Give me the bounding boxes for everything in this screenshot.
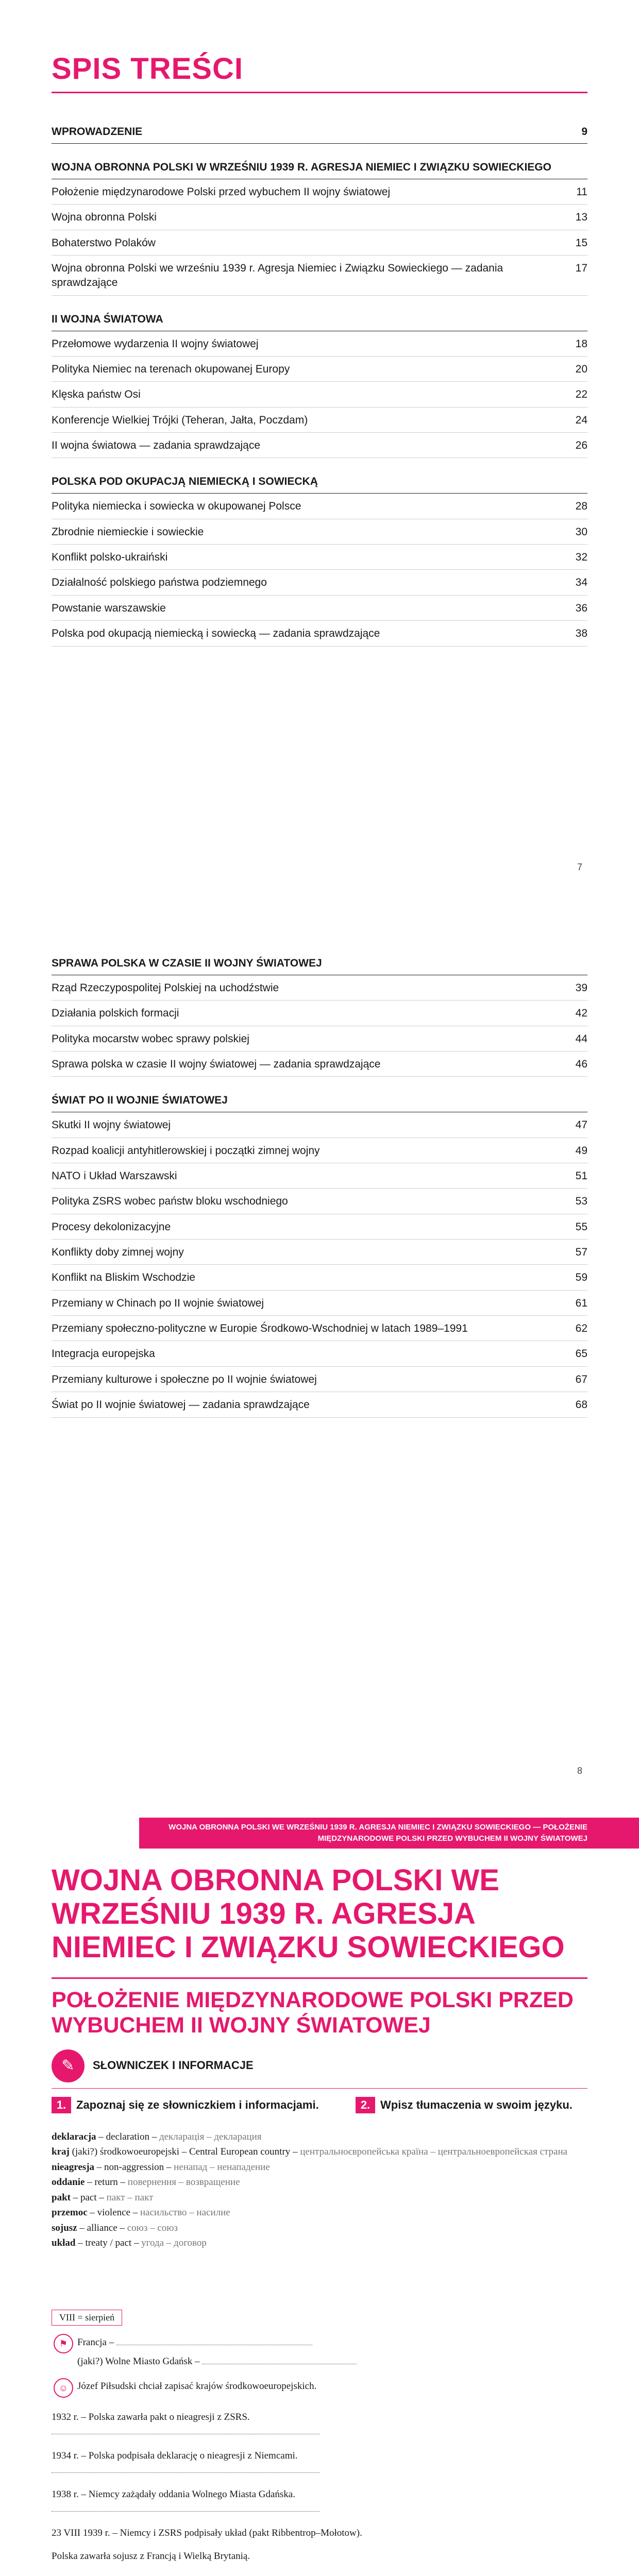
toc-intro-page: 9 [581, 126, 587, 138]
glossary-definition: – non-aggression – [94, 2161, 172, 2173]
glossary-translation: декларація – декларация [157, 2131, 262, 2142]
glossary-translation: центральноєвропейська країна – центральноевропейская страна [297, 2146, 568, 2158]
toc-item-page: 36 [575, 602, 587, 614]
toc-section-heading: POLSKA POD OKUPACJĄ NIEMIECKĄ I SOWIECKĄ [52, 476, 587, 494]
page-number: 7 [577, 862, 582, 872]
glossary-entry [52, 2175, 587, 2190]
title-rule [52, 1977, 587, 1979]
toc-item[interactable] [52, 1052, 587, 1077]
glossary-translation: повернення – возвращение [125, 2177, 240, 2188]
toc-item-page: 59 [575, 1272, 587, 1284]
glossary-translation: насильство – насилие [138, 2207, 230, 2218]
toc-item-label: Skutki II wojny światowej [52, 1119, 171, 1131]
example-line-2 [77, 2354, 587, 2369]
toc-item[interactable] [52, 1026, 587, 1052]
section-rule [52, 2088, 587, 2089]
toc-item-page: 67 [575, 1373, 587, 1385]
example-line-3: Józef Piłsudski chciał zapisać krajów środkowoeuropejskich. [77, 2381, 317, 2392]
toc-item-page: 65 [575, 1348, 587, 1360]
toc-item-page: 47 [575, 1119, 587, 1131]
glossary-term: kraj [52, 2146, 70, 2158]
glossary-term: układ [52, 2238, 76, 2249]
toc-item-label: Działania polskich formacji [52, 1007, 179, 1020]
toc-item[interactable] [52, 545, 587, 570]
toc-item[interactable] [52, 433, 587, 458]
answer-line[interactable] [52, 2511, 320, 2512]
task-number: 2. [356, 2097, 375, 2113]
toc-page-2 [0, 904, 639, 1807]
toc-item-label: Konflikt na Bliskim Wschodzie [52, 1272, 195, 1284]
toc-item-label: Polska pod okupacją niemiecką i sowiecką — zadania sprawdzające [52, 628, 380, 640]
glossary-entry [52, 2160, 587, 2175]
page-number: 8 [577, 1766, 582, 1776]
example-line-1 [77, 2335, 587, 2350]
example-line-4 [52, 2410, 587, 2438]
glossary-definition: (jaki?) środkowoeuropejski – Central European country – [69, 2146, 298, 2158]
toc-item-label: Wojna obronna Polski [52, 211, 157, 224]
ex-text: 1938 r. – Niemcy zażądały oddania Wolnego Miasta Gdańska. [52, 2489, 295, 2500]
toc-item-page: 13 [575, 211, 587, 224]
toc-item[interactable] [52, 1291, 587, 1316]
lesson-page [0, 1807, 639, 2576]
toc-item-page: 24 [575, 414, 587, 426]
toc-section-heading: WOJNA OBRONNA POLSKI W WRZEŚNIU 1939 R. AGRESJA NIEMIEC I ZWIĄZKU SOWIECKIEGO [52, 161, 587, 179]
toc-item-page: 18 [575, 337, 587, 350]
glossary-entry [52, 2221, 587, 2235]
toc-item-page: 17 [575, 262, 587, 275]
glossary-term: deklaracja [52, 2131, 96, 2142]
toc-item-label: Położenie międzynarodowe Polski przed wybuchem II wojny światowej [52, 186, 391, 198]
toc-title: SPIS TREŚCI [52, 52, 243, 86]
task-1 [52, 2097, 319, 2113]
toc-item-page: 46 [575, 1058, 587, 1071]
toc-item-page: 30 [575, 526, 587, 538]
toc-item[interactable] [52, 1240, 587, 1265]
glossary-translation: ненапад – ненападение [171, 2161, 270, 2173]
glossary-definition: – treaty / pact – [75, 2238, 139, 2249]
toc-item[interactable] [52, 1214, 587, 1240]
toc-title-rule [52, 92, 587, 93]
glossary-term: pakt [52, 2192, 71, 2203]
toc-item-page: 34 [575, 577, 587, 589]
glossary-term: oddanie [52, 2177, 85, 2188]
glossary-term: przemoc [52, 2207, 88, 2218]
toc-item-page: 68 [575, 1399, 587, 1411]
ex-text: (jaki?) Wolne Miasto Gdańsk – [77, 2356, 200, 2367]
glossary-definition: – pact – [70, 2192, 104, 2203]
chapter-title: WOJNA OBRONNA POLSKI WE WRZEŚNIU 1939 R. AGRESJA NIEMIEC I ZWIĄZKU SOWIECKIEGO [52, 1863, 565, 1964]
toc-item[interactable] [52, 1189, 587, 1214]
ex-text: 1932 r. – Polska zawarła pakt o nieagresji z ZSRS. [52, 2412, 250, 2422]
example-line-5 [52, 2449, 587, 2477]
toc-item-label: II wojna światowa — zadania sprawdzające [52, 439, 261, 452]
answer-line[interactable] [52, 2472, 320, 2473]
glossary-translation: союз – союз [124, 2222, 178, 2233]
toc-item-label: Konflikt polsko-ukraiński [52, 551, 168, 564]
portrait-icon: ☺ [54, 2378, 73, 2398]
dictionary-icon: ✎ [52, 2049, 85, 2082]
toc-item-label: Polityka Niemiec na terenach okupowanej Europy [52, 363, 290, 376]
toc-item-label: Sprawa polska w czasie II wojny światowej — zadania sprawdzające [52, 1058, 381, 1071]
toc-item-page: 20 [575, 363, 587, 376]
toc-item[interactable] [52, 1138, 587, 1163]
toc-item-page: 44 [575, 1032, 587, 1045]
toc-item[interactable] [52, 1316, 587, 1341]
toc-item-page: 11 [576, 186, 587, 198]
toc-item[interactable] [52, 205, 587, 230]
toc-item-page: 61 [575, 1297, 587, 1309]
toc-item-label: Polityka mocarstw wobec sprawy polskiej [52, 1032, 249, 1045]
toc-item-page: 62 [575, 1323, 587, 1335]
flag-icon: ⚑ [54, 2334, 73, 2353]
toc-item[interactable] [52, 179, 587, 205]
task-2 [356, 2097, 573, 2113]
toc-item-page: 57 [575, 1246, 587, 1259]
toc-item[interactable] [52, 570, 587, 595]
toc-item-page: 53 [575, 1195, 587, 1208]
toc-item[interactable] [52, 1112, 587, 1138]
toc-item-label: Przełomowe wydarzenia II wojny światowej [52, 337, 259, 350]
toc-item-page: 55 [575, 1221, 587, 1233]
toc-item[interactable] [52, 1001, 587, 1026]
toc-item-page: 42 [575, 1007, 587, 1020]
toc-item-label: Przemiany kulturowe i społeczne po II wojnie światowej [52, 1373, 317, 1385]
toc-item-label: Polityka ZSRS wobec państw bloku wschodniego [52, 1195, 288, 1208]
toc-item-label: Polityka niemiecka i sowiecka w okupowanej Polsce [52, 500, 301, 513]
glossary-entry [52, 2129, 587, 2144]
toc-item-label: Działalność polskiego państwa podziemnego [52, 577, 267, 589]
glossary [52, 2129, 587, 2251]
toc-section-heading: II WOJNA ŚWIATOWA [52, 313, 587, 331]
glossary-entry [52, 2205, 587, 2220]
toc-item[interactable] [52, 596, 587, 621]
toc-item-label: Procesy dekolonizacyjne [52, 1221, 171, 1233]
toc-item-label: Konflikty doby zimnej wojny [52, 1246, 184, 1259]
example-line-7: 23 VIII 1939 r. – Niemcy i ZSRS podpisały układ (pakt Ribbentrop–Mołotow). [52, 2528, 362, 2538]
lesson-subtitle: POŁOŻENIE MIĘDZYNARODOWE POLSKI PRZED WYBUCHEM II WOJNY ŚWIATOWEJ [52, 1988, 574, 2038]
toc-item-label: Świat po II wojnie światowej — zadania sprawdzające [52, 1399, 310, 1411]
toc-item[interactable] [52, 494, 587, 519]
toc-item-label: Klęska państw Osi [52, 388, 141, 401]
toc-item-label: Przemiany w Chinach po II wojnie światowej [52, 1297, 264, 1309]
toc-item[interactable] [52, 1367, 587, 1392]
toc-item-page: 26 [575, 439, 587, 452]
toc-item[interactable] [52, 408, 587, 433]
glossary-entry [52, 2144, 587, 2159]
toc-item-label: Integracja europejska [52, 1348, 155, 1360]
toc-item-label: NATO i Układ Warszawski [52, 1170, 177, 1182]
task-1-text: Zapoznaj się ze słowniczkiem i informacjami. [76, 2098, 319, 2111]
example-line-6 [52, 2487, 587, 2516]
toc-section-heading: ŚWIAT PO II WOJNIE ŚWIATOWEJ [52, 1094, 587, 1112]
glossary-definition: – return – [85, 2177, 126, 2188]
toc-item[interactable] [52, 382, 587, 407]
glossary-entry [52, 2190, 587, 2205]
toc-item[interactable] [52, 1341, 587, 1366]
toc-item[interactable] [52, 331, 587, 357]
task-2-text: Wpisz tłumaczenia w swoim języku. [380, 2098, 573, 2111]
toc-item[interactable] [52, 230, 587, 256]
toc-intro[interactable] [52, 126, 587, 144]
dictionary-label: SŁOWNICZEK I INFORMACJE [93, 2059, 254, 2072]
toc-section-heading: SPRAWA POLSKA W CZASIE II WOJNY ŚWIATOWEJ [52, 957, 587, 975]
glossary-definition: – violence – [87, 2207, 138, 2218]
toc-item[interactable] [52, 1392, 587, 1417]
toc-item[interactable] [52, 621, 587, 646]
toc-item-label: Rozpad koalicji antyhitlerowskiej i początki zimnej wojny [52, 1144, 320, 1157]
task-number: 1. [52, 2097, 71, 2113]
ex-text: 1934 r. – Polska podpisała deklarację o nieagresji z Niemcami. [52, 2450, 298, 2461]
toc-item[interactable] [52, 975, 587, 1001]
toc-item-label: Przemiany społeczno-polityczne w Europie Środkowo-Wschodniej w latach 1989–1991 [52, 1323, 468, 1335]
toc-item-page: 38 [575, 628, 587, 640]
toc-item-label: Bohaterstwo Polaków [52, 236, 156, 249]
toc-item-page: 15 [575, 236, 587, 249]
toc-item-label: Wojna obronna Polski we wrześniu 1939 r. Agresja Niemiec i Związku Sowieckiego — zadania sprawdzające [52, 262, 503, 289]
glossary-definition: – declaration – [96, 2131, 157, 2142]
glossary-translation: угода – договор [139, 2238, 207, 2249]
toc-item[interactable] [52, 1163, 587, 1189]
toc-item-label: Powstanie warszawskie [52, 602, 166, 614]
glossary-term: sojusz [52, 2222, 77, 2233]
toc-item-label: Rząd Rzeczypospolitej Polskiej na uchodźstwie [52, 982, 279, 994]
toc-item-label: Zbrodnie niemieckie i sowieckie [52, 526, 204, 538]
toc-intro-label: WPROWADZENIE [52, 126, 143, 138]
glossary-entry [52, 2235, 587, 2250]
glossary-definition: – alliance – [77, 2222, 125, 2233]
toc-list-2 [52, 940, 587, 1418]
ex-text: Francja – [77, 2337, 114, 2348]
glossary-term: nieagresja [52, 2161, 95, 2173]
glossary-translation: пакт – пакт [104, 2192, 154, 2203]
toc-item[interactable] [52, 1265, 587, 1290]
toc-item-page: 28 [575, 500, 587, 513]
toc-item[interactable] [52, 519, 587, 545]
date-box: VIII = sierpień [52, 2310, 122, 2326]
toc-page-1 [0, 0, 639, 904]
toc-item-page: 39 [575, 982, 587, 994]
chapter-banner: WOJNA OBRONNA POLSKI WE WRZEŚNIU 1939 R. AGRESJA NIEMIEC I ZWIĄZKU SOWIECKIEGO — POŁOŻENIE MIĘDZYNARODOWE POLSKI PRZED WYBUCHEM II WOJNY ŚWIATOWEJ [139, 1818, 639, 1849]
toc-item[interactable] [52, 256, 587, 296]
example-line-8: Polska zawarła sojusz z Francją i Wielką Brytanią. [52, 2551, 250, 2562]
toc-item-page: 22 [575, 388, 587, 401]
toc-item-page: 32 [575, 551, 587, 564]
toc-item[interactable] [52, 357, 587, 382]
toc-item-page: 51 [575, 1170, 587, 1182]
toc-item-label: Konferencje Wielkiej Trójki (Teheran, Jałta, Poczdam) [52, 414, 308, 426]
toc-item-page: 49 [575, 1144, 587, 1157]
toc-list [52, 108, 587, 647]
